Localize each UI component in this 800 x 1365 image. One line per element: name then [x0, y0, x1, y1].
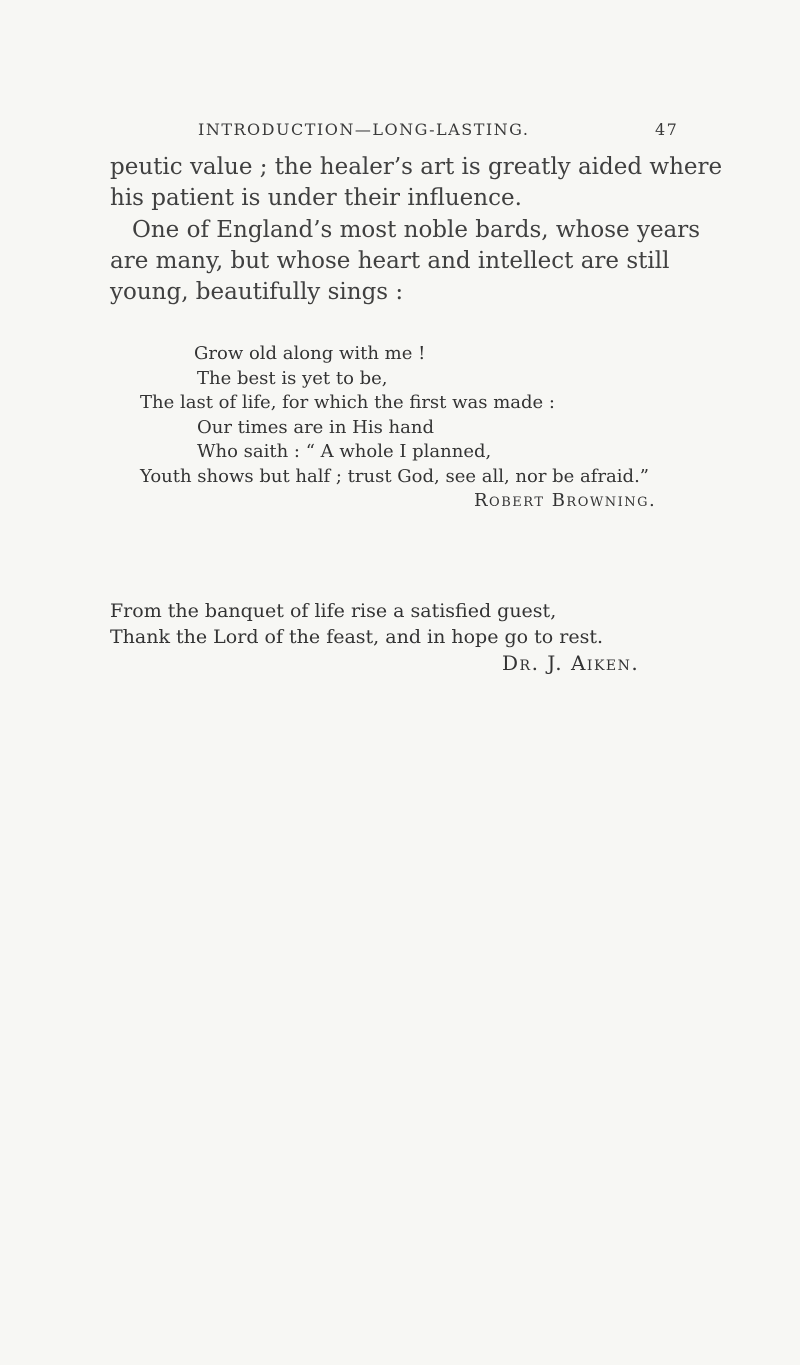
browning-poem	[140, 342, 660, 514]
poem-line: Grow old along with me !	[194, 343, 426, 364]
paragraph-line: are many, but whose heart and intellect are still	[110, 248, 670, 274]
running-header	[0, 120, 800, 144]
poem-line: The last of life, for which the first was made :	[140, 392, 555, 413]
paragraph-1	[110, 152, 723, 214]
poem-line: Our times are in His hand	[197, 416, 434, 438]
chapter-title: INTRODUCTION—LONG-LASTING.	[198, 120, 530, 139]
poem-line: Youth shows but half ; trust God, see all, nor be afraid.”	[140, 465, 649, 487]
poem-attribution: Robert Browning.	[474, 490, 657, 511]
aiken-verse	[110, 598, 670, 676]
verse-attribution: Dr. J. Aiken.	[502, 651, 640, 675]
verse-line: Thank the Lord of the feast, and in hope go to rest.	[110, 626, 604, 648]
poem-line: The best is yet to be,	[197, 367, 388, 389]
paragraph-2	[110, 215, 701, 308]
page-number: 47	[655, 120, 679, 139]
paragraph-line: peutic value ; the healer’s art is greatly aided where	[110, 154, 723, 180]
paragraph-line: One of England’s most noble bards, whose years	[132, 217, 701, 243]
paragraph-line: his patient is under their influence.	[110, 185, 522, 211]
verse-line: From the banquet of life rise a satisfied guest,	[110, 600, 557, 622]
poem-line: Who saith : “ A whole I planned,	[197, 441, 492, 462]
paragraph-line: young, beautifully sings :	[110, 279, 404, 305]
